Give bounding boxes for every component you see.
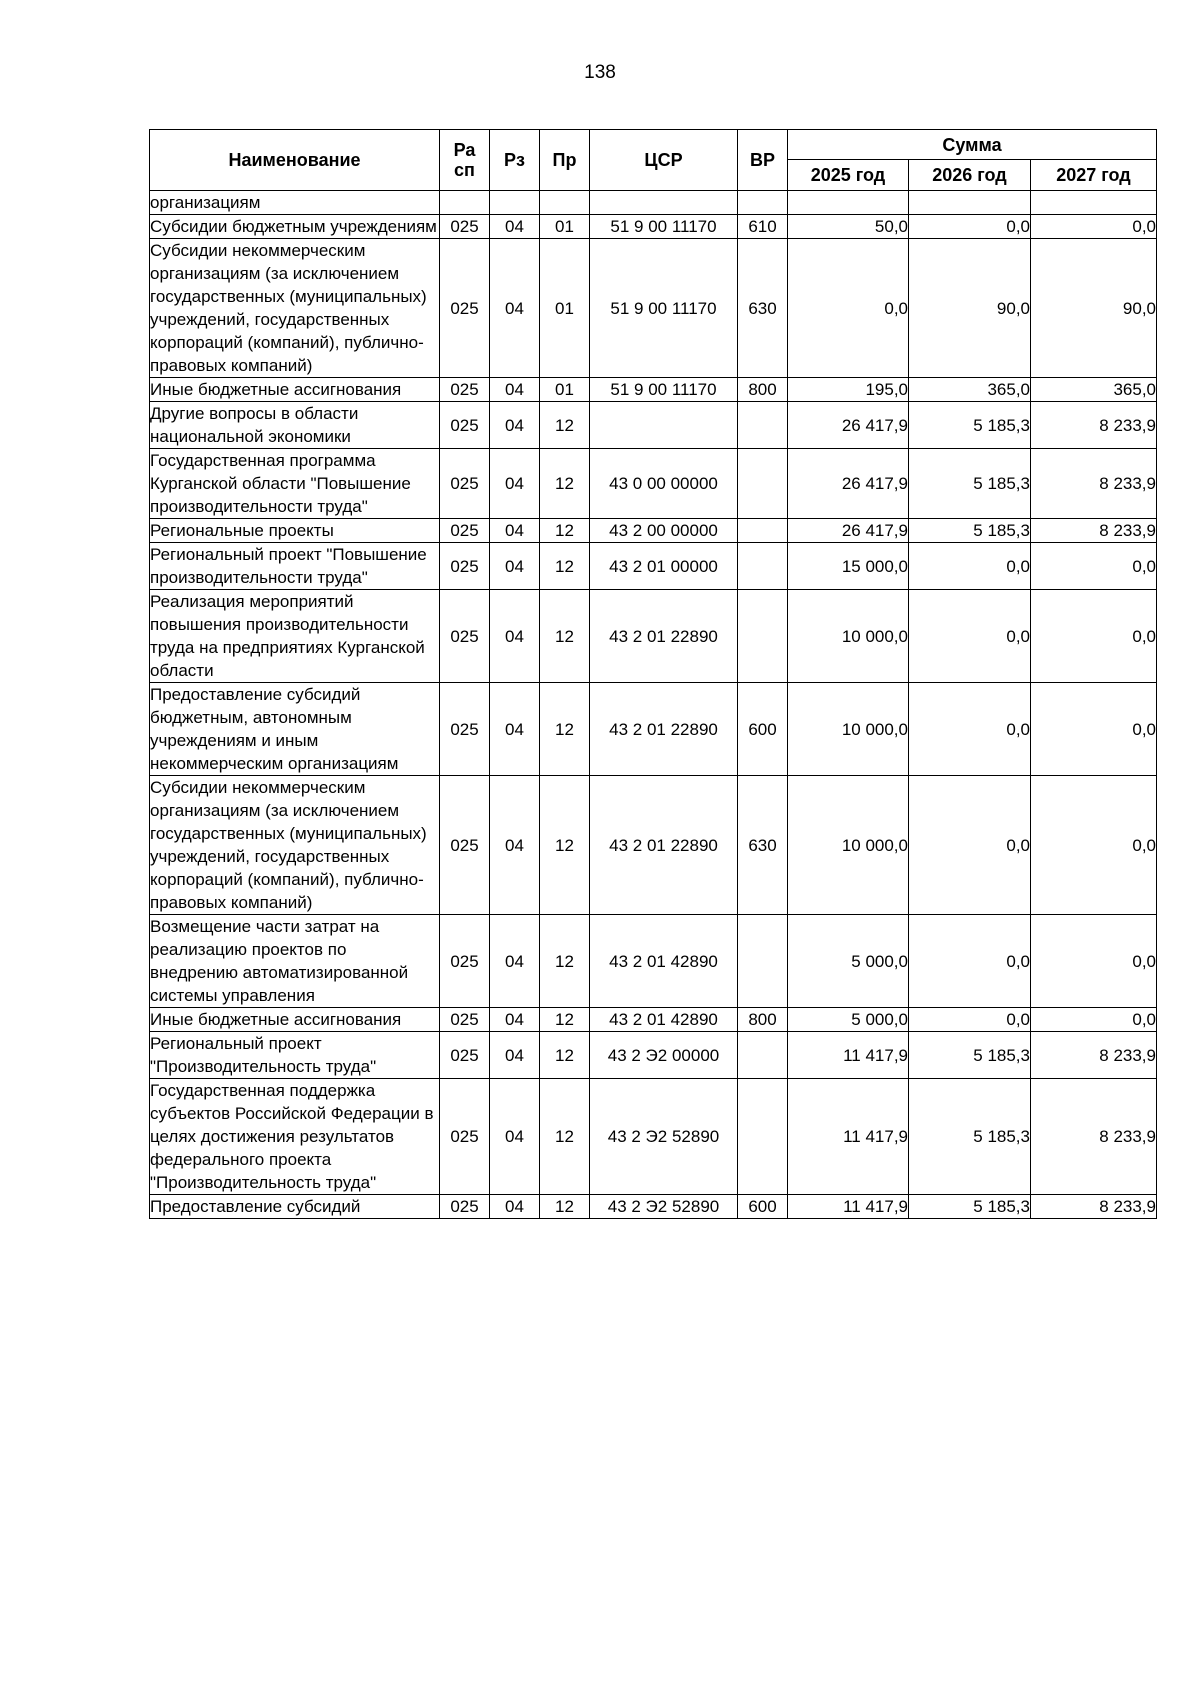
row-csr: 43 2 01 22890 [590, 776, 738, 915]
row-rasp: 025 [440, 915, 490, 1008]
row-name: Субсидии бюджетным учреждениям [150, 215, 440, 239]
header-rasp-line1: Ра [453, 140, 476, 160]
row-csr [590, 402, 738, 449]
row-rasp: 025 [440, 402, 490, 449]
row-rz: 04 [490, 402, 540, 449]
row-rasp: 025 [440, 683, 490, 776]
row-sum-2026: 5 185,3 [909, 449, 1031, 519]
row-vr: 630 [738, 239, 788, 378]
header-2026: 2026 год [909, 160, 1031, 191]
row-sum-2027: 8 233,9 [1031, 519, 1157, 543]
row-sum-2026: 5 185,3 [909, 519, 1031, 543]
row-sum-2026: 0,0 [909, 590, 1031, 683]
row-sum-2026: 0,0 [909, 776, 1031, 915]
header-pr: Пр [540, 130, 590, 191]
row-sum-2025: 10 000,0 [788, 683, 909, 776]
row-pr: 12 [540, 776, 590, 915]
row-sum-2027: 0,0 [1031, 543, 1157, 590]
header-sum: Сумма [788, 130, 1157, 160]
row-rz: 04 [490, 1008, 540, 1032]
row-vr [738, 191, 788, 215]
row-sum-2025: 195,0 [788, 378, 909, 402]
row-vr: 630 [738, 776, 788, 915]
table-row [150, 1195, 1157, 1219]
row-pr: 12 [540, 1032, 590, 1079]
row-pr: 01 [540, 239, 590, 378]
row-pr: 12 [540, 402, 590, 449]
row-name: Государственная поддержка субъектов Российской Федерации в целях достижения результатов федерального проекта "Производительность труда" [150, 1079, 440, 1195]
row-sum-2025: 5 000,0 [788, 915, 909, 1008]
row-sum-2027: 8 233,9 [1031, 402, 1157, 449]
table-row [150, 191, 1157, 215]
row-sum-2027: 0,0 [1031, 590, 1157, 683]
row-rz: 04 [490, 683, 540, 776]
row-name: Иные бюджетные ассигнования [150, 1008, 440, 1032]
row-pr: 12 [540, 915, 590, 1008]
header-csr: ЦСР [590, 130, 738, 191]
row-sum-2027: 8 233,9 [1031, 1032, 1157, 1079]
row-vr: 600 [738, 1195, 788, 1219]
row-sum-2027 [1031, 191, 1157, 215]
row-pr: 12 [540, 590, 590, 683]
row-rz: 04 [490, 590, 540, 683]
header-rasp-line2: сп [454, 160, 475, 180]
header-2027: 2027 год [1031, 160, 1157, 191]
row-rz: 04 [490, 519, 540, 543]
row-rasp: 025 [440, 1008, 490, 1032]
row-name: Региональный проект "Производительность труда" [150, 1032, 440, 1079]
row-sum-2026: 0,0 [909, 915, 1031, 1008]
row-vr [738, 543, 788, 590]
row-vr [738, 519, 788, 543]
row-sum-2027: 0,0 [1031, 1008, 1157, 1032]
row-csr: 43 2 01 00000 [590, 543, 738, 590]
row-rasp: 025 [440, 543, 490, 590]
row-csr: 51 9 00 11170 [590, 239, 738, 378]
row-pr: 01 [540, 215, 590, 239]
row-pr: 12 [540, 1079, 590, 1195]
table-row [150, 1008, 1157, 1032]
row-vr: 800 [738, 1008, 788, 1032]
row-sum-2025 [788, 191, 909, 215]
table-row [150, 215, 1157, 239]
row-rasp: 025 [440, 239, 490, 378]
table-row [150, 239, 1157, 378]
row-name: Другие вопросы в области национальной экономики [150, 402, 440, 449]
row-name: Иные бюджетные ассигнования [150, 378, 440, 402]
row-pr: 12 [540, 683, 590, 776]
row-rasp: 025 [440, 590, 490, 683]
table-row [150, 1032, 1157, 1079]
row-sum-2025: 10 000,0 [788, 590, 909, 683]
row-csr: 43 0 00 00000 [590, 449, 738, 519]
row-vr [738, 402, 788, 449]
row-csr: 43 2 Э2 52890 [590, 1079, 738, 1195]
row-pr: 12 [540, 543, 590, 590]
header-2025: 2025 год [788, 160, 909, 191]
row-rz [490, 191, 540, 215]
row-vr: 610 [738, 215, 788, 239]
row-csr: 43 2 01 22890 [590, 590, 738, 683]
table-row [150, 1079, 1157, 1195]
header-name: Наименование [150, 130, 440, 191]
header-rz: Рз [490, 130, 540, 191]
row-vr [738, 1032, 788, 1079]
row-pr: 12 [540, 449, 590, 519]
row-rasp: 025 [440, 1079, 490, 1195]
row-rz: 04 [490, 215, 540, 239]
row-sum-2025: 26 417,9 [788, 519, 909, 543]
table-row [150, 449, 1157, 519]
table-row [150, 378, 1157, 402]
table-row [150, 915, 1157, 1008]
row-rz: 04 [490, 1079, 540, 1195]
row-sum-2025: 26 417,9 [788, 402, 909, 449]
row-pr: 12 [540, 1008, 590, 1032]
row-sum-2027: 0,0 [1031, 776, 1157, 915]
row-rz: 04 [490, 1032, 540, 1079]
table-row [150, 402, 1157, 449]
row-name: Региональные проекты [150, 519, 440, 543]
row-sum-2026: 5 185,3 [909, 1079, 1031, 1195]
page-number: 138 [584, 62, 616, 83]
header-vr: ВР [738, 130, 788, 191]
row-sum-2027: 0,0 [1031, 215, 1157, 239]
row-rz: 04 [490, 449, 540, 519]
table-row [150, 590, 1157, 683]
row-vr [738, 1079, 788, 1195]
row-sum-2027: 8 233,9 [1031, 449, 1157, 519]
row-csr: 43 2 01 22890 [590, 683, 738, 776]
row-rasp: 025 [440, 776, 490, 915]
row-rz: 04 [490, 1195, 540, 1219]
row-pr: 12 [540, 1195, 590, 1219]
row-rasp: 025 [440, 449, 490, 519]
row-csr: 43 2 01 42890 [590, 915, 738, 1008]
row-sum-2026: 0,0 [909, 543, 1031, 590]
row-sum-2025: 11 417,9 [788, 1195, 909, 1219]
table-row [150, 776, 1157, 915]
header-rasp [440, 130, 490, 191]
row-name: Субсидии некоммерческим организациям (за исключением государственных (муниципальных) учреждений, государственных корпораций (компаний), публично-правовых компаний) [150, 776, 440, 915]
row-sum-2027: 90,0 [1031, 239, 1157, 378]
table-row [150, 519, 1157, 543]
row-sum-2026: 365,0 [909, 378, 1031, 402]
row-sum-2025: 11 417,9 [788, 1079, 909, 1195]
row-rasp: 025 [440, 1032, 490, 1079]
row-rasp [440, 191, 490, 215]
row-name: Региональный проект "Повышение производительности труда" [150, 543, 440, 590]
row-vr: 600 [738, 683, 788, 776]
row-sum-2025: 26 417,9 [788, 449, 909, 519]
row-sum-2027: 0,0 [1031, 915, 1157, 1008]
row-sum-2025: 10 000,0 [788, 776, 909, 915]
row-sum-2026 [909, 191, 1031, 215]
row-sum-2027: 365,0 [1031, 378, 1157, 402]
row-csr: 43 2 Э2 00000 [590, 1032, 738, 1079]
row-rasp: 025 [440, 519, 490, 543]
row-sum-2026: 90,0 [909, 239, 1031, 378]
row-csr: 43 2 01 42890 [590, 1008, 738, 1032]
row-rz: 04 [490, 543, 540, 590]
row-sum-2026: 0,0 [909, 215, 1031, 239]
row-name: Государственная программа Курганской области "Повышение производительности труда" [150, 449, 440, 519]
row-sum-2025: 11 417,9 [788, 1032, 909, 1079]
row-sum-2025: 15 000,0 [788, 543, 909, 590]
row-sum-2025: 5 000,0 [788, 1008, 909, 1032]
row-name: Субсидии некоммерческим организациям (за исключением государственных (муниципальных) учреждений, государственных корпораций (компаний), публично-правовых компаний) [150, 239, 440, 378]
row-csr [590, 191, 738, 215]
row-sum-2025: 0,0 [788, 239, 909, 378]
row-name: Предоставление субсидий [150, 1195, 440, 1219]
row-vr [738, 590, 788, 683]
row-csr: 43 2 00 00000 [590, 519, 738, 543]
row-rasp: 025 [440, 1195, 490, 1219]
row-sum-2026: 5 185,3 [909, 1195, 1031, 1219]
row-sum-2027: 8 233,9 [1031, 1079, 1157, 1195]
row-vr: 800 [738, 378, 788, 402]
row-rz: 04 [490, 378, 540, 402]
row-vr [738, 915, 788, 1008]
table-row [150, 683, 1157, 776]
row-pr: 01 [540, 378, 590, 402]
row-name: Возмещение части затрат на реализацию проектов по внедрению автоматизированной системы управления [150, 915, 440, 1008]
row-sum-2025: 50,0 [788, 215, 909, 239]
budget-table [149, 129, 1157, 1219]
row-sum-2026: 0,0 [909, 1008, 1031, 1032]
row-sum-2027: 8 233,9 [1031, 1195, 1157, 1219]
row-csr: 43 2 Э2 52890 [590, 1195, 738, 1219]
row-pr: 12 [540, 519, 590, 543]
row-rasp: 025 [440, 378, 490, 402]
row-pr [540, 191, 590, 215]
row-sum-2026: 5 185,3 [909, 1032, 1031, 1079]
row-rz: 04 [490, 776, 540, 915]
row-sum-2026: 5 185,3 [909, 402, 1031, 449]
row-rasp: 025 [440, 215, 490, 239]
row-csr: 51 9 00 11170 [590, 215, 738, 239]
row-rz: 04 [490, 915, 540, 1008]
row-vr [738, 449, 788, 519]
row-rz: 04 [490, 239, 540, 378]
row-sum-2027: 0,0 [1031, 683, 1157, 776]
row-name: организациям [150, 191, 440, 215]
table-row [150, 543, 1157, 590]
row-csr: 51 9 00 11170 [590, 378, 738, 402]
row-sum-2026: 0,0 [909, 683, 1031, 776]
row-name: Предоставление субсидий бюджетным, автономным учреждениям и иным некоммерческим организациям [150, 683, 440, 776]
row-name: Реализация мероприятий повышения производительности труда на предприятиях Курганской области [150, 590, 440, 683]
